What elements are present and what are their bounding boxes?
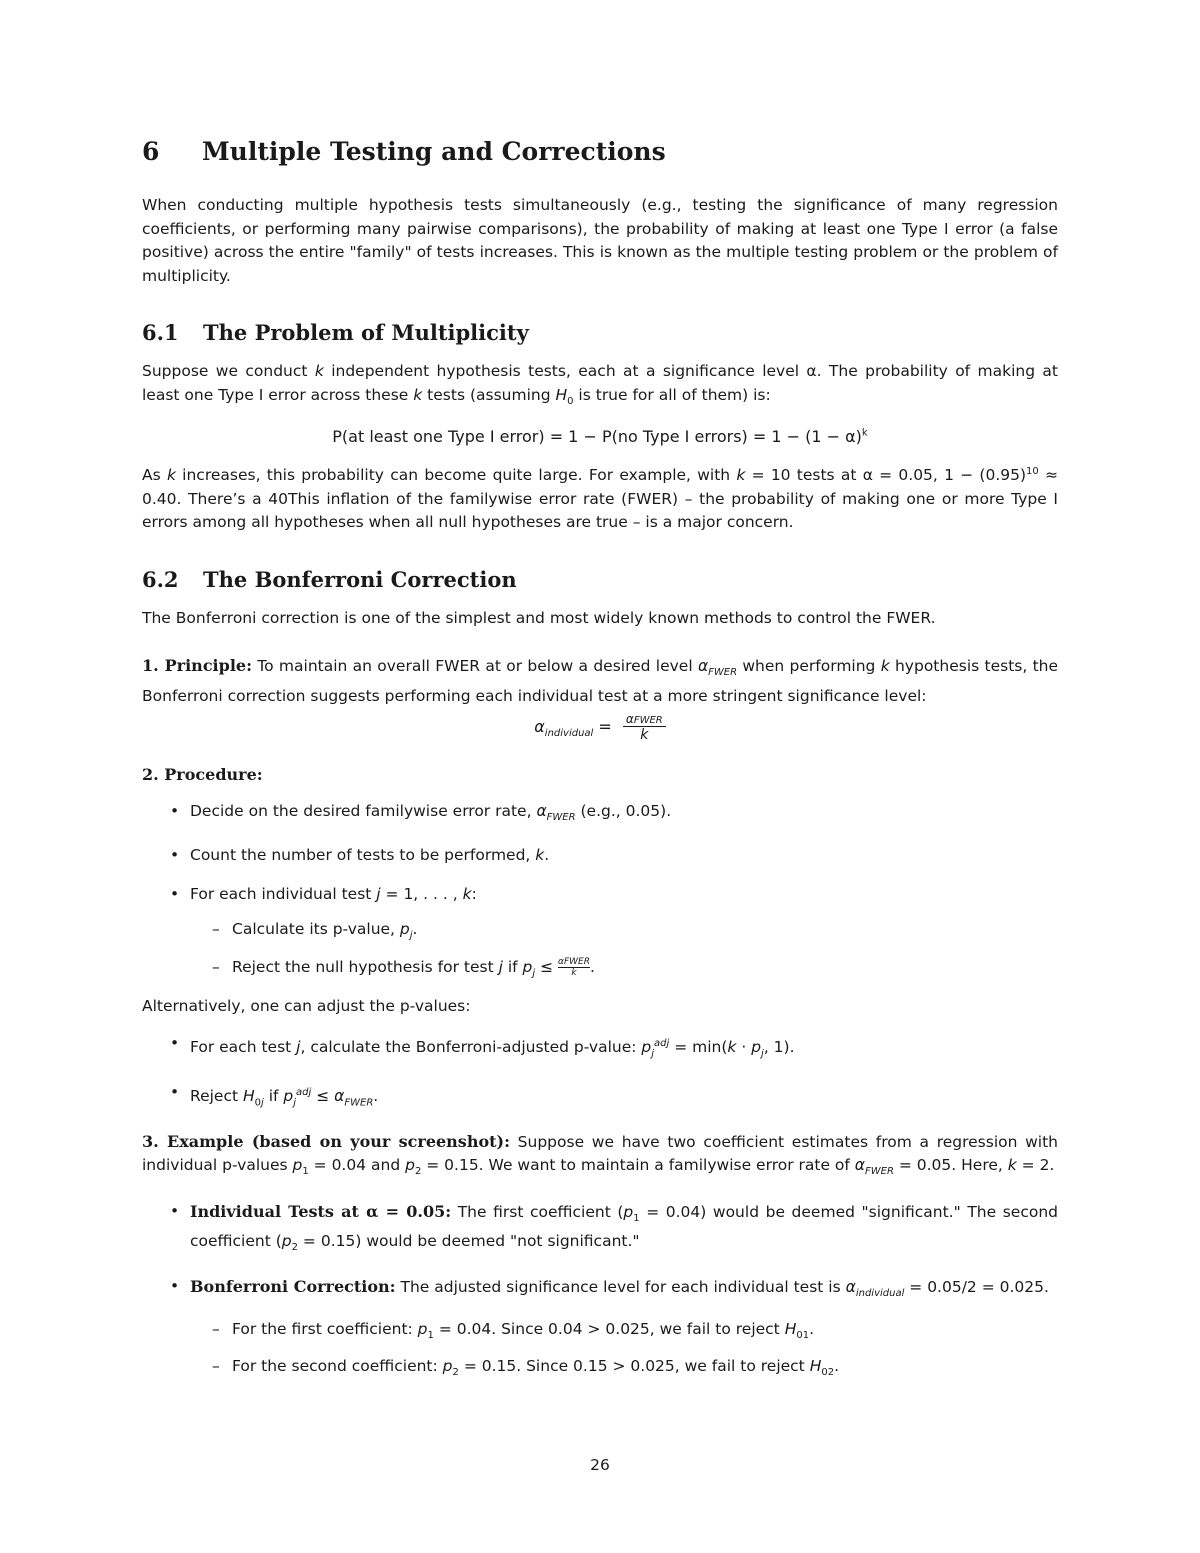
section-title: Multiple Testing and Corrections xyxy=(202,137,666,166)
fwer-equation: P(at least one Type I error) = 1 − P(no Type I errors) = $1 - (1 - \alpha)^k$ xyxy=(332,427,868,447)
subsection-title: The Bonferroni Correction xyxy=(203,566,517,592)
section-heading xyxy=(142,134,1058,170)
list-item: – For the second coefficient: $p_2 = 0.15$. Since 0.15 > 0.025, we fail to reject $H_{02}$. xyxy=(190,1355,1058,1385)
page-number: 26 xyxy=(590,1456,610,1474)
multiplicity-paragraph: Suppose we conduct k independent hypothesis tests, each at a significance level α. The probability of making at least one Type I error across these k tests (assuming $H_0$ is true for all of them) is: xyxy=(142,362,1058,407)
procedure-heading: 2. Procedure: xyxy=(142,765,263,785)
principle-paragraph: 1. Principle: To maintain an overall FWER at or below a desired level $\alpha_{FWER}$ when performing k hypothesis tests, the Bonferroni correction suggests performing each individual test at a more stringent significance level: xyxy=(142,656,1059,705)
document-page xyxy=(142,134,1058,1400)
list-item: • Count the number of tests to be performed, k. xyxy=(142,844,1058,868)
subsection-heading-6-1 xyxy=(142,318,1058,348)
list-item: – Reject the null hypothesis for test j if $p_j$ ≤ αFWER k . xyxy=(190,956,1058,986)
section-number: 6 xyxy=(142,137,160,166)
bonferroni-intro: The Bonferroni correction is one of the simplest and most widely known methods to control the FWER. xyxy=(142,608,936,627)
individual-alpha-equation: $\alpha_{individual}$ = $\frac{\text{αFWER}}{k}$ xyxy=(142,712,1058,743)
example-paragraph: 3. Example (based on your screenshot): Suppose we have two coefficient estimates from a regression with individual p-values $p_1 = 0.04$ and $p_2 = 0.15$. We want to maintain a familywise error rate of $\alpha_{FWER} = 0.05$. Here, k = 2. xyxy=(142,1131,1058,1178)
inflation-paragraph: As k increases, this probability can become quite large. For example, with k = 10 tests at α = 0.05, $1 - (0.95)^{10} \approx 0.40$. There’s a 40This inflation of the familywise error rate (FWER) – the probability of making one or more Type I errors among all hypotheses when all null hypotheses are true – is a major concern. xyxy=(142,466,1059,532)
procedure-list xyxy=(142,800,1058,986)
list-item: • For each test j, calculate the Bonferroni-adjusted p-value: $p_j^{adj} = \min(k \cdot p_j$, 1). xyxy=(142,1032,1058,1066)
list-item: – Calculate its p-value, $p_j$. xyxy=(190,918,1058,948)
small-fraction: αFWER k xyxy=(558,957,590,979)
procedure-sublist xyxy=(190,918,1058,985)
list-item: • Reject $H_{0j}$ if $p_j^{adj} \le \alpha_{FWER}$. xyxy=(142,1081,1058,1115)
adjusted-pvalue-list xyxy=(142,1032,1058,1115)
list-item: • Bonferroni Correction: The adjusted significance level for each individual test is $\alpha_{individual} = 0.05/2 = 0.025$. – For the first coefficient: $p_1 = 0.04$. Since 0.04 > 0.025, we fail to reject $H_{01}$. – For the second coefficient: $p_2 = 0.15$. Since 0.15 > 0.025, we fail to reject $H_{02}$. xyxy=(142,1275,1058,1385)
list-item: – For the first coefficient: $p_1 = 0.04$. Since 0.04 > 0.025, we fail to reject $H_{01}$. xyxy=(190,1318,1058,1348)
list-item: • For each individual test j = 1, . . . , k: – Calculate its p-value, $p_j$. – Reject the null hypothesis for test j if $p_j$ ≤ αFWER k . xyxy=(142,883,1058,986)
subsection-number: 6.2 xyxy=(142,566,179,592)
alternative-intro: Alternatively, one can adjust the p-values: xyxy=(142,996,471,1015)
section-intro-paragraph: When conducting multiple hypothesis tests simultaneously (e.g., testing the significance of many regression coefficients, or performing many pairwise comparisons), the probability of making at least one Type I error (a false positive) across the entire "family" of tests increases. This is known as the multiple testing problem or the problem of multiplicity. xyxy=(142,196,1058,285)
example-sublist xyxy=(190,1318,1058,1385)
subsection-number: 6.1 xyxy=(142,320,179,345)
example-list xyxy=(142,1200,1058,1385)
list-item: • Individual Tests at α = 0.05: The first coefficient $(p_1 = 0.04)$ would be deemed "significant." The second coefficient $(p_2 = 0.15)$ would be deemed "not significant." xyxy=(142,1200,1058,1260)
list-item: • Decide on the desired familywise error rate, $\alpha_{FWER}$ (e.g., 0.05). xyxy=(142,800,1058,830)
subsection-title: The Problem of Multiplicity xyxy=(203,320,529,345)
subsection-heading-6-2 xyxy=(142,565,1058,595)
